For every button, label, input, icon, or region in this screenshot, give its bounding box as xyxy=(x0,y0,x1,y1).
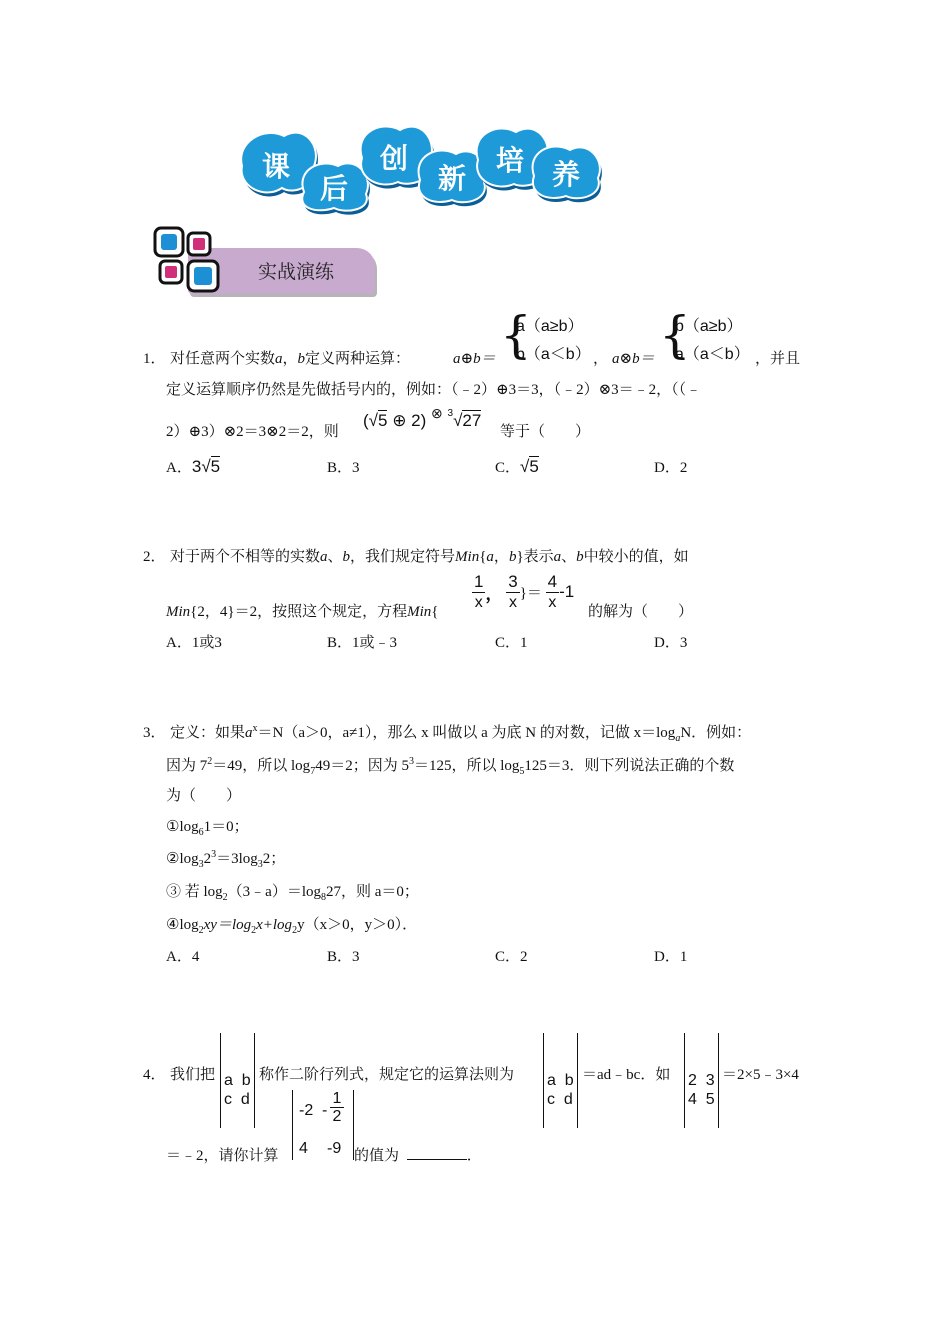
banner-bubble-2 xyxy=(302,163,370,214)
q4-rule: ＝ad﹣bc．如 xyxy=(582,1067,671,1083)
q2-fraction-2: $\frac{3}{x}$ xyxy=(508,572,518,611)
banner-char-1: 课 xyxy=(262,150,291,183)
q1-oplus-expr: a⊕b＝ xyxy=(453,351,496,367)
q1-option-c[interactable]: C．√5 xyxy=(495,457,539,476)
q1-number: 1． xyxy=(143,351,166,367)
q3-number: 3． xyxy=(143,725,166,741)
q1-option-d[interactable]: D．2 xyxy=(654,460,688,476)
q4-determinant-3: 2 3 4 5 xyxy=(684,1033,719,1128)
q1-option-a[interactable]: A．3√5 xyxy=(166,457,221,476)
q3-statement-1: $①\log_61=0$； xyxy=(166,819,249,838)
q3-option-d[interactable]: D．1 xyxy=(654,949,688,965)
q4-line2-end: 的值为 ． xyxy=(354,1144,482,1165)
q1-line2: 定义运算顺序仍然是先做括号内的，例如：（﹣2）⊕3＝3，（﹣2）⊗3＝﹣2，（（﹣ xyxy=(166,382,702,398)
q2-option-d[interactable]: D．3 xyxy=(654,635,688,651)
section-header xyxy=(152,225,377,300)
q1-option-b[interactable]: B．3 xyxy=(327,460,360,476)
q2-number: 2． xyxy=(143,549,166,565)
banner-char-5: 培 xyxy=(496,144,525,177)
q3-line1: 定义：如果$a^x=N(a>0$，a≠1），那么 x 叫做以 a 为底 N 的对数，记做 $x=\log_aN$．例如： xyxy=(170,723,752,744)
q2-line2-end: 的解为（ ） xyxy=(588,604,694,620)
q3-option-c[interactable]: C．2 xyxy=(495,949,528,965)
q2-option-b[interactable]: B．1或﹣3 xyxy=(327,635,398,651)
q1-line3-end: 等于（ ） xyxy=(500,424,591,440)
q1-brace-2: { xyxy=(659,306,691,364)
q1-brace-1: { xyxy=(500,306,532,364)
q3-line2: 因为 $7^2=49$，所以 $\log_749=2$；因为 $5^3=125$，所以 $\log_5125=3$．则下列说法正确的个数 xyxy=(166,756,735,777)
q3-option-b[interactable]: B．3 xyxy=(327,949,360,965)
q1-case-sep: ， xyxy=(593,351,609,367)
q2-option-c[interactable]: C．1 xyxy=(495,635,528,651)
q1-line1: 对任意两个实数a，b定义两种运算： xyxy=(170,351,411,367)
q4-example: ＝2×5﹣3×4 xyxy=(722,1067,799,1083)
q2-line2: Min{2，4}＝2，按照这个规定，方程Min{ xyxy=(166,604,439,620)
q2-option-a[interactable]: A．1或3 xyxy=(166,635,222,651)
q2-equation: $\frac{1}{x}$ ， $\frac{3}{x}$ }＝ $\frac{4}{x}$ -1 xyxy=(474,572,575,611)
q1-line1-end: ，并且 xyxy=(755,351,801,367)
banner-title xyxy=(236,118,616,216)
q4-determinant-4: -2 - 1 2 4 -9 xyxy=(292,1090,354,1160)
q4-pre: 我们把 xyxy=(170,1067,216,1083)
q3-statement-3: ③ 若 $\log_2(3﹣a)=\log_827$，则 a＝0； xyxy=(166,884,419,903)
q4-determinant-1: a b c d xyxy=(220,1033,255,1128)
q4-number: 4． xyxy=(143,1067,166,1083)
q3-statement-4: $④\log_2xy=\log_2x+\log_2y(x>0$，y＞0）． xyxy=(166,917,418,936)
q4-determinant-2: a b c d xyxy=(543,1033,578,1128)
banner-bubble-6 xyxy=(533,146,602,202)
q3-line3: 为（ ） xyxy=(166,788,242,804)
q4-answer-blank[interactable] xyxy=(407,1145,467,1160)
q1-case2-bot: a（a＜b） xyxy=(675,346,750,363)
q3-statement-2: $②\log_32^3=3\log_32$； xyxy=(166,849,286,870)
q3-option-a[interactable]: A．4 xyxy=(166,949,200,965)
q1-otimes-expr: a⊗b＝ xyxy=(612,351,655,367)
q4-line2-pre: ＝﹣2，请你计算 xyxy=(166,1148,279,1164)
section-grid-icon xyxy=(152,225,222,297)
q4-mid: 称作二阶行列式，规定它的运算法则为 xyxy=(259,1067,515,1083)
q2-line1: 对于两个不相等的实数a、b，我们规定符号Min{a，b}表示a、b中较小的值，如 xyxy=(170,549,689,565)
banner-char-2: 后 xyxy=(320,172,349,205)
q2-fraction-3: $\frac{4}{x}$ xyxy=(547,572,558,611)
section-label: 实战演练 xyxy=(258,261,335,283)
q1-case2-top: b（a≥b） xyxy=(675,318,743,335)
banner-char-4: 新 xyxy=(438,162,467,195)
q1-case1-top: a（a≥b） xyxy=(516,318,584,335)
q1-expression: (√5 ⊕ 2) ⊗ $^3$√27 xyxy=(363,405,482,430)
q2-fraction-1: $\frac{1}{x}$ xyxy=(474,572,484,611)
banner-char-6: 养 xyxy=(552,158,581,191)
banner-char-3: 创 xyxy=(380,142,409,175)
q1-line3: 2）⊕3）⊗2＝3⊗2＝2，则 xyxy=(166,424,339,440)
q1-case1-bot: b（a＜b） xyxy=(516,346,591,363)
